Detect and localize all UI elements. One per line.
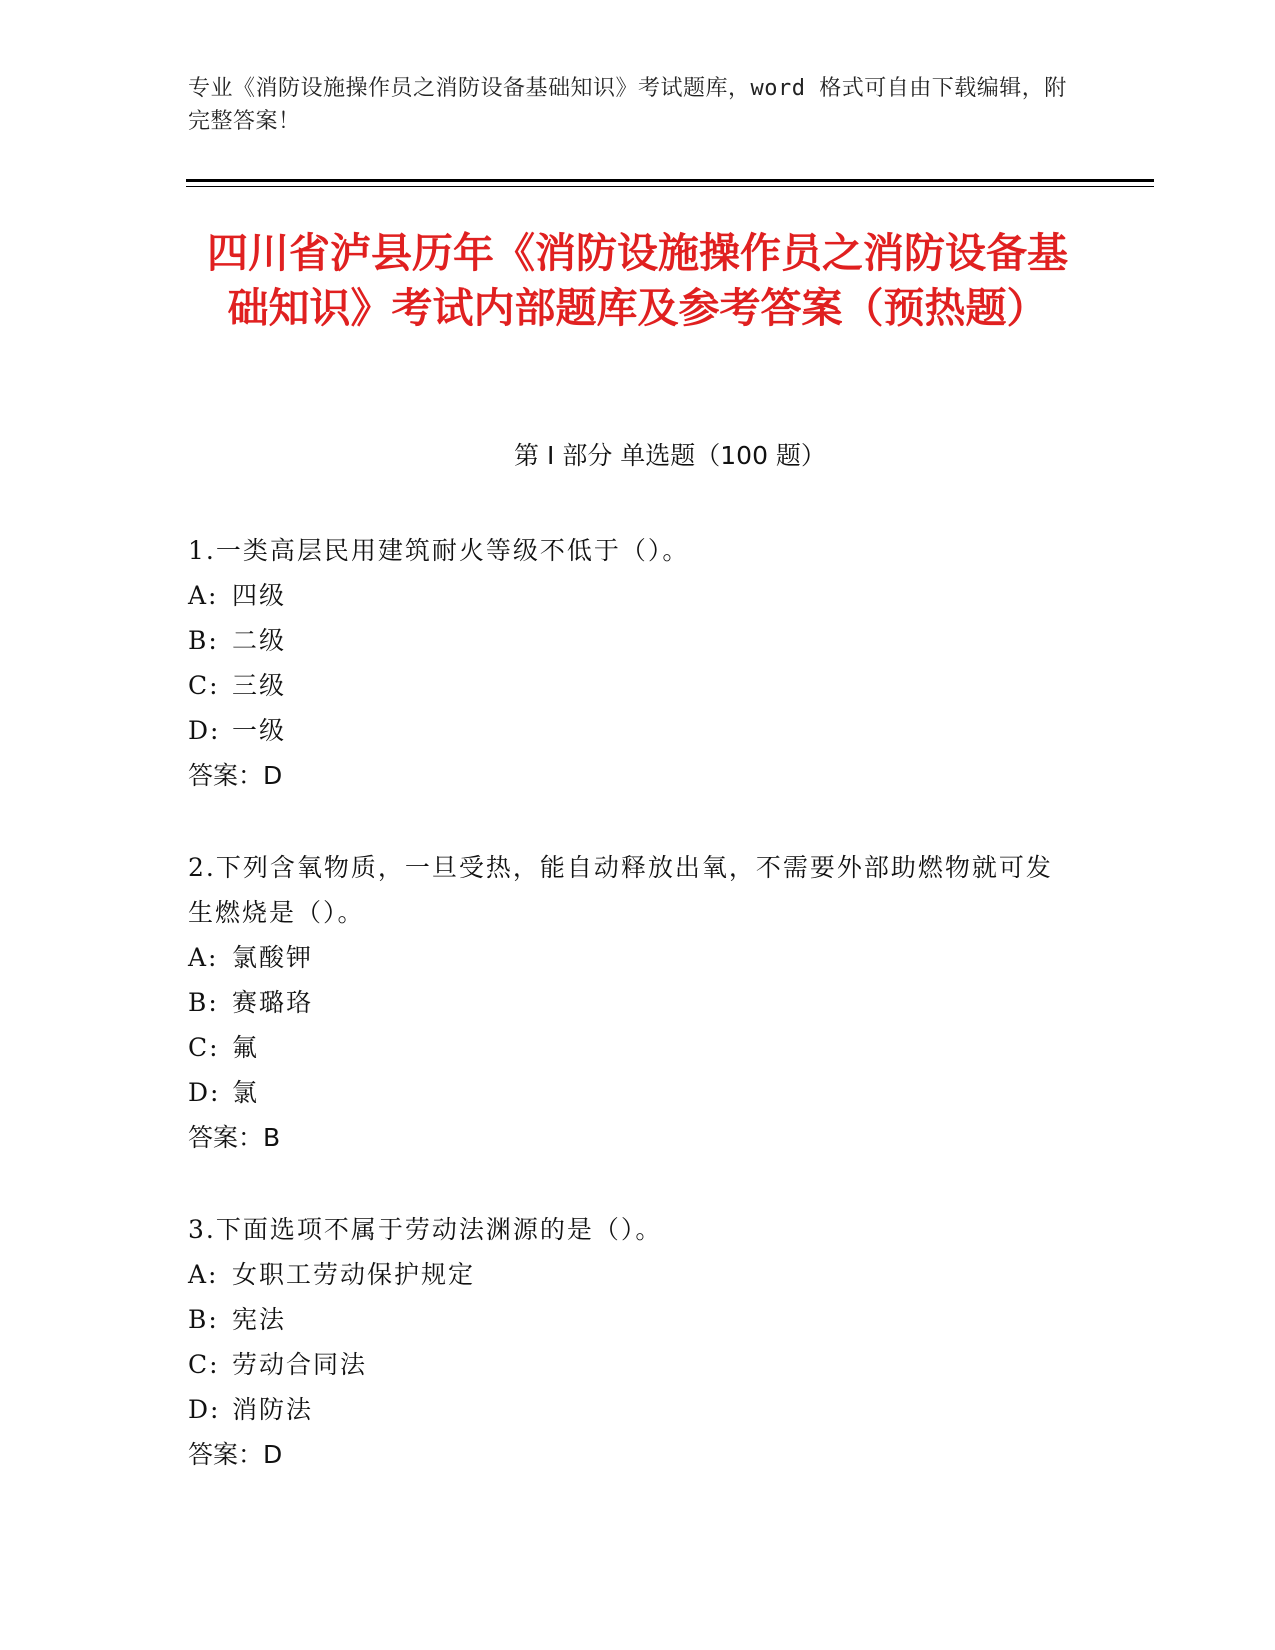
- option-text: 赛璐珞: [232, 988, 314, 1017]
- option-c: [188, 1342, 1068, 1387]
- header-rule-thick: [186, 179, 1154, 182]
- question-stem: 3.下面选项不属于劳动法渊源的是（）。: [188, 1215, 663, 1244]
- option-letter: B:: [188, 988, 219, 1017]
- question-stem: 1.一类高层民用建筑耐火等级不低于（）。: [188, 536, 690, 565]
- option-a: [188, 935, 1068, 980]
- option-d: [188, 708, 1068, 753]
- option-c: [188, 1025, 1068, 1070]
- option-a: [188, 1252, 1068, 1297]
- option-d: [188, 1070, 1068, 1115]
- option-letter: C:: [188, 1033, 220, 1062]
- option-text: 氟: [232, 1033, 260, 1062]
- option-text: 消防法: [232, 1395, 314, 1424]
- option-text: 二级: [232, 626, 287, 655]
- option-letter: B:: [188, 626, 219, 655]
- option-d: [188, 1387, 1068, 1432]
- answer-line: 答案：D: [188, 1440, 283, 1469]
- question-block: [188, 845, 1068, 1160]
- option-text: 氯: [232, 1078, 260, 1107]
- answer-line: 答案：D: [188, 761, 283, 790]
- option-text: 三级: [232, 671, 287, 700]
- option-letter: A:: [188, 943, 219, 972]
- option-letter: D:: [188, 716, 221, 745]
- option-b: [188, 980, 1068, 1025]
- option-text: 一级: [232, 716, 287, 745]
- option-letter: C:: [188, 1350, 220, 1379]
- header-note: 专业《消防设施操作员之消防设备基础知识》考试题库，word 格式可自由下载编辑，附完整答案！: [188, 76, 1067, 134]
- answer-line: 答案：B: [188, 1123, 281, 1152]
- option-text: 氯酸钾: [232, 943, 314, 972]
- option-b: [188, 1297, 1068, 1342]
- question-block: [188, 528, 1068, 798]
- option-letter: A:: [188, 1260, 219, 1289]
- option-letter: C:: [188, 671, 220, 700]
- section-title: 第 I 部分 单选题（100 题）: [514, 441, 826, 470]
- question-stem: 2.下列含氧物质，一旦受热，能自动释放出氧，不需要外部助燃物就可发生燃烧是（）。: [188, 853, 1053, 927]
- header-rule-thin: [186, 186, 1154, 187]
- option-letter: D:: [188, 1395, 221, 1424]
- option-text: 四级: [232, 581, 287, 610]
- option-text: 宪法: [232, 1305, 287, 1334]
- option-text: 劳动合同法: [232, 1350, 368, 1379]
- option-letter: D:: [188, 1078, 221, 1107]
- option-letter: A:: [188, 581, 219, 610]
- question-block: [188, 1207, 1068, 1477]
- option-letter: B:: [188, 1305, 219, 1334]
- option-c: [188, 663, 1068, 708]
- document-title: 四川省泸县历年《消防设施操作员之消防设备基础知识》考试内部题库及参考答案（预热题）: [207, 229, 1068, 332]
- option-b: [188, 618, 1068, 663]
- option-a: [188, 573, 1068, 618]
- option-text: 女职工劳动保护规定: [232, 1260, 476, 1289]
